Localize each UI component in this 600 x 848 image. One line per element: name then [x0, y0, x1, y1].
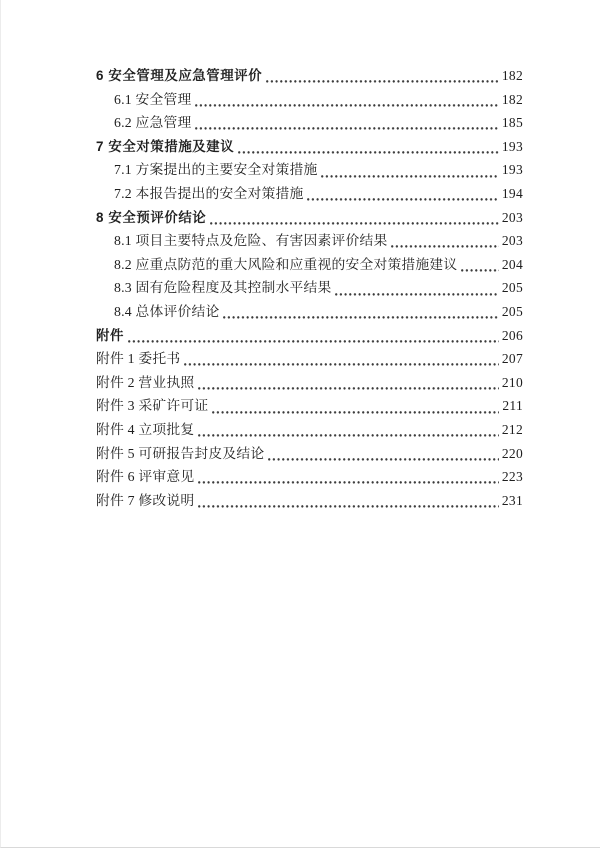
toc-entry[interactable] — [96, 158, 523, 182]
toc-entry-page: 194 — [501, 185, 523, 201]
toc-entry-page: 193 — [501, 162, 523, 178]
dot-leader — [321, 158, 498, 182]
toc-entry-page: 203 — [501, 209, 523, 225]
toc-entry-label: 8.1 项目主要特点及危险、有害因素评价结果 — [114, 233, 388, 249]
dot-leader — [198, 371, 498, 395]
toc-entry-page: 206 — [501, 327, 523, 343]
toc-entry-page: 205 — [501, 280, 523, 296]
toc-entry-label: 7.1 方案提出的主要安全对策措施 — [114, 162, 318, 178]
dot-leader — [198, 418, 498, 442]
toc-entry-page: 210 — [501, 374, 523, 390]
toc-entry-label: 8 安全预评价结论 — [96, 209, 207, 225]
dot-leader — [335, 276, 498, 300]
toc-entry-page: 212 — [501, 421, 523, 437]
toc-entry[interactable] — [96, 182, 523, 206]
toc-entry[interactable] — [96, 371, 523, 395]
toc-entry-label: 8.2 应重点防范的重大风险和应重视的安全对策措施建议 — [114, 256, 458, 272]
toc-entry-label: 附件 5 可研报告封皮及结论 — [96, 445, 265, 461]
toc-entry-label: 7.2 本报告提出的安全对策措施 — [114, 185, 304, 201]
toc-entry-label: 6.1 安全管理 — [114, 91, 192, 107]
toc-entry[interactable] — [96, 465, 523, 489]
toc-entry[interactable] — [96, 394, 523, 418]
dot-leader — [195, 111, 498, 135]
toc-entry[interactable] — [96, 111, 523, 135]
toc-entry[interactable] — [96, 418, 523, 442]
dot-leader — [184, 347, 498, 371]
dot-leader — [195, 88, 498, 112]
toc-entry[interactable] — [96, 442, 523, 466]
toc-entry[interactable] — [96, 347, 523, 371]
toc-entry-page: 205 — [501, 303, 523, 319]
toc-entry-page: 185 — [501, 115, 523, 131]
toc-entry-page: 207 — [501, 351, 523, 367]
dot-leader — [391, 229, 498, 253]
table-of-contents — [96, 64, 523, 512]
toc-entry-label: 附件 4 立项批复 — [96, 421, 195, 437]
toc-entry-page: 231 — [501, 492, 523, 508]
toc-entry-page: 203 — [501, 233, 523, 249]
toc-entry-page: 182 — [501, 91, 523, 107]
toc-entry-label: 8.4 总体评价结论 — [114, 303, 220, 319]
toc-entry-page: 193 — [501, 138, 523, 154]
toc-entry-label: 7 安全对策措施及建议 — [96, 138, 235, 154]
toc-entry[interactable] — [96, 88, 523, 112]
toc-entry-label: 附件 2 营业执照 — [96, 374, 195, 390]
toc-entry[interactable] — [96, 489, 523, 513]
toc-entry-label: 附件 3 采矿许可证 — [96, 398, 209, 414]
toc-entry[interactable] — [96, 253, 523, 277]
toc-entry-page: 204 — [501, 256, 523, 272]
toc-entry[interactable] — [96, 300, 523, 324]
toc-entry-label: 8.3 固有危险程度及其控制水平结果 — [114, 280, 332, 296]
dot-leader — [266, 64, 499, 88]
dot-leader — [461, 253, 498, 277]
toc-entry-label: 6.2 应急管理 — [114, 115, 192, 131]
toc-entry-label: 附件 6 评审意见 — [96, 469, 195, 485]
dot-leader — [198, 465, 498, 489]
toc-entry[interactable] — [96, 229, 523, 253]
dot-leader — [223, 300, 498, 324]
toc-entry-page: 220 — [501, 445, 523, 461]
toc-entry[interactable] — [96, 64, 523, 88]
toc-entry-page: 211 — [502, 398, 523, 414]
toc-entry[interactable] — [96, 206, 523, 230]
dot-leader — [198, 489, 498, 513]
dot-leader — [307, 182, 498, 206]
toc-entry-label: 附件 7 修改说明 — [96, 492, 195, 508]
toc-entry-label: 附件 — [96, 327, 124, 343]
dot-leader — [128, 324, 499, 348]
toc-entry-page: 182 — [501, 68, 523, 83]
dot-leader — [210, 206, 499, 230]
toc-entry[interactable] — [96, 135, 523, 159]
dot-leader — [268, 442, 498, 466]
toc-entry-label: 6 安全管理及应急管理评价 — [96, 68, 263, 83]
dot-leader — [212, 394, 499, 418]
toc-entry-label: 附件 1 委托书 — [96, 351, 181, 367]
toc-entry[interactable] — [96, 324, 523, 348]
toc-entry[interactable] — [96, 276, 523, 300]
toc-entry-page: 223 — [501, 469, 523, 485]
dot-leader — [238, 135, 499, 159]
